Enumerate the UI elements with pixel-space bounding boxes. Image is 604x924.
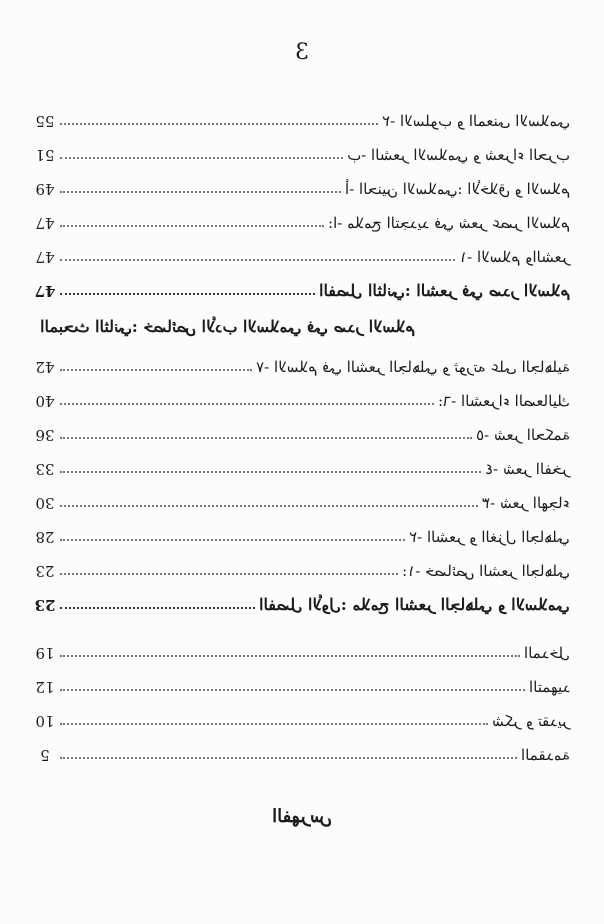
dot-leader <box>60 369 252 371</box>
dot-leader <box>60 655 520 657</box>
toc-entry-title: شكر و تقدير <box>492 712 570 730</box>
toc-page-number: 10 <box>35 712 55 730</box>
toc-page-number: 47 <box>35 248 55 266</box>
toc-entry-title: ب- الشعر الاسلامي و شعراء الحرب <box>347 146 570 164</box>
dot-leader <box>60 689 525 691</box>
toc-chapter-heading <box>34 580 570 614</box>
toc-row <box>34 730 570 764</box>
toc-row <box>34 232 570 266</box>
dot-leader <box>60 573 398 575</box>
dot-leader <box>60 437 472 439</box>
dot-leader <box>60 191 341 193</box>
toc-page-number: 40 <box>35 392 55 410</box>
toc-entry-title: المقدمة <box>521 746 570 764</box>
toc-row <box>34 512 570 546</box>
toc-entry-title: ٧- الاسلام في الشعر الجاهلي و ثورته على الجاهلية <box>256 358 570 376</box>
toc-row <box>34 478 570 512</box>
toc-chapter-title: الفصل الأول: ملامح الشعر الجاهلي و الاسلامي <box>259 595 570 614</box>
toc-row <box>34 696 570 730</box>
dot-leader <box>60 259 455 261</box>
toc-entry-title: ٣- شعر الهجاء <box>482 494 570 512</box>
toc-page-number: 47 <box>35 214 55 232</box>
toc-page-number: 5 <box>40 746 50 764</box>
toc-entry-title: ٦- الشعراء الصعاليك: <box>438 392 570 410</box>
toc-row <box>34 410 570 444</box>
dot-leader <box>60 157 343 159</box>
dot-leader <box>60 505 478 507</box>
dot-leader <box>60 471 481 473</box>
toc-row <box>34 96 570 130</box>
dot-leader <box>60 123 378 125</box>
page-number: 3 <box>295 40 309 65</box>
toc-entry-title: ١- الاسلام والشعر <box>458 248 570 266</box>
toc-row <box>34 376 570 410</box>
toc-page-number: 49 <box>35 180 55 198</box>
toc-entry-title: ا- ملامح التجديد في شعر عصر الاسلام: <box>328 214 570 232</box>
toc-chapter-title: الفصل الثاني: الشعر في صدر الاسلام <box>318 281 570 300</box>
toc-page-number: 33 <box>35 460 55 478</box>
toc-row <box>34 444 570 478</box>
toc-page-number: 23 <box>35 562 55 580</box>
toc-page-number: 55 <box>35 112 55 130</box>
toc-entry-title: ٤- شعر الفخر <box>484 460 570 478</box>
toc-row <box>34 546 570 580</box>
toc-entry-title: ٢- الاسلوب و المعنى الاسلامي <box>381 112 570 130</box>
dot-leader <box>60 723 488 725</box>
toc-section-title: المبحث الثاني: خصائص الأدب الاسلامي في صدر الاسلام <box>40 317 416 336</box>
dot-leader <box>60 539 405 541</box>
toc-page-number: 12 <box>35 678 55 696</box>
dot-leader <box>60 607 255 609</box>
toc-section-heading <box>34 300 570 336</box>
spacer <box>34 614 570 628</box>
toc-entry-title: ٢- الشعر و الغزل الجاهلي <box>409 528 570 546</box>
toc-entry-title: ٥- شعر الحكمة <box>475 426 570 444</box>
toc-entry-title: التمهيد <box>528 678 570 696</box>
toc-entry-title: المدخل <box>524 644 570 662</box>
toc-entry-title: ١- خصائص الشعر الجاهلي: <box>402 562 570 580</box>
toc-row <box>34 628 570 662</box>
toc-page-number: 42 <box>35 358 55 376</box>
toc-page-number: 51 <box>35 146 55 164</box>
toc-page-number: 47 <box>34 282 56 300</box>
toc-row <box>34 164 570 198</box>
dot-leader <box>60 403 434 405</box>
toc-page-number: 28 <box>35 528 55 546</box>
toc-page-number: 19 <box>35 644 55 662</box>
toc-row <box>34 130 570 164</box>
dot-leader <box>60 757 517 759</box>
toc-entry-title: أ- الحنين الاسلامي: الأخلاق و الاسلام <box>344 180 570 198</box>
table-of-contents <box>34 96 570 764</box>
toc-row <box>34 198 570 232</box>
dot-leader <box>60 225 324 227</box>
toc-page-number: 23 <box>34 596 56 614</box>
toc-row <box>34 342 570 376</box>
toc-page-number: 30 <box>35 494 55 512</box>
toc-page-number: 36 <box>35 426 55 444</box>
toc-row <box>34 662 570 696</box>
page-footer-title: الفهرس <box>272 806 332 827</box>
dot-leader <box>60 293 315 295</box>
toc-chapter-heading <box>34 266 570 300</box>
